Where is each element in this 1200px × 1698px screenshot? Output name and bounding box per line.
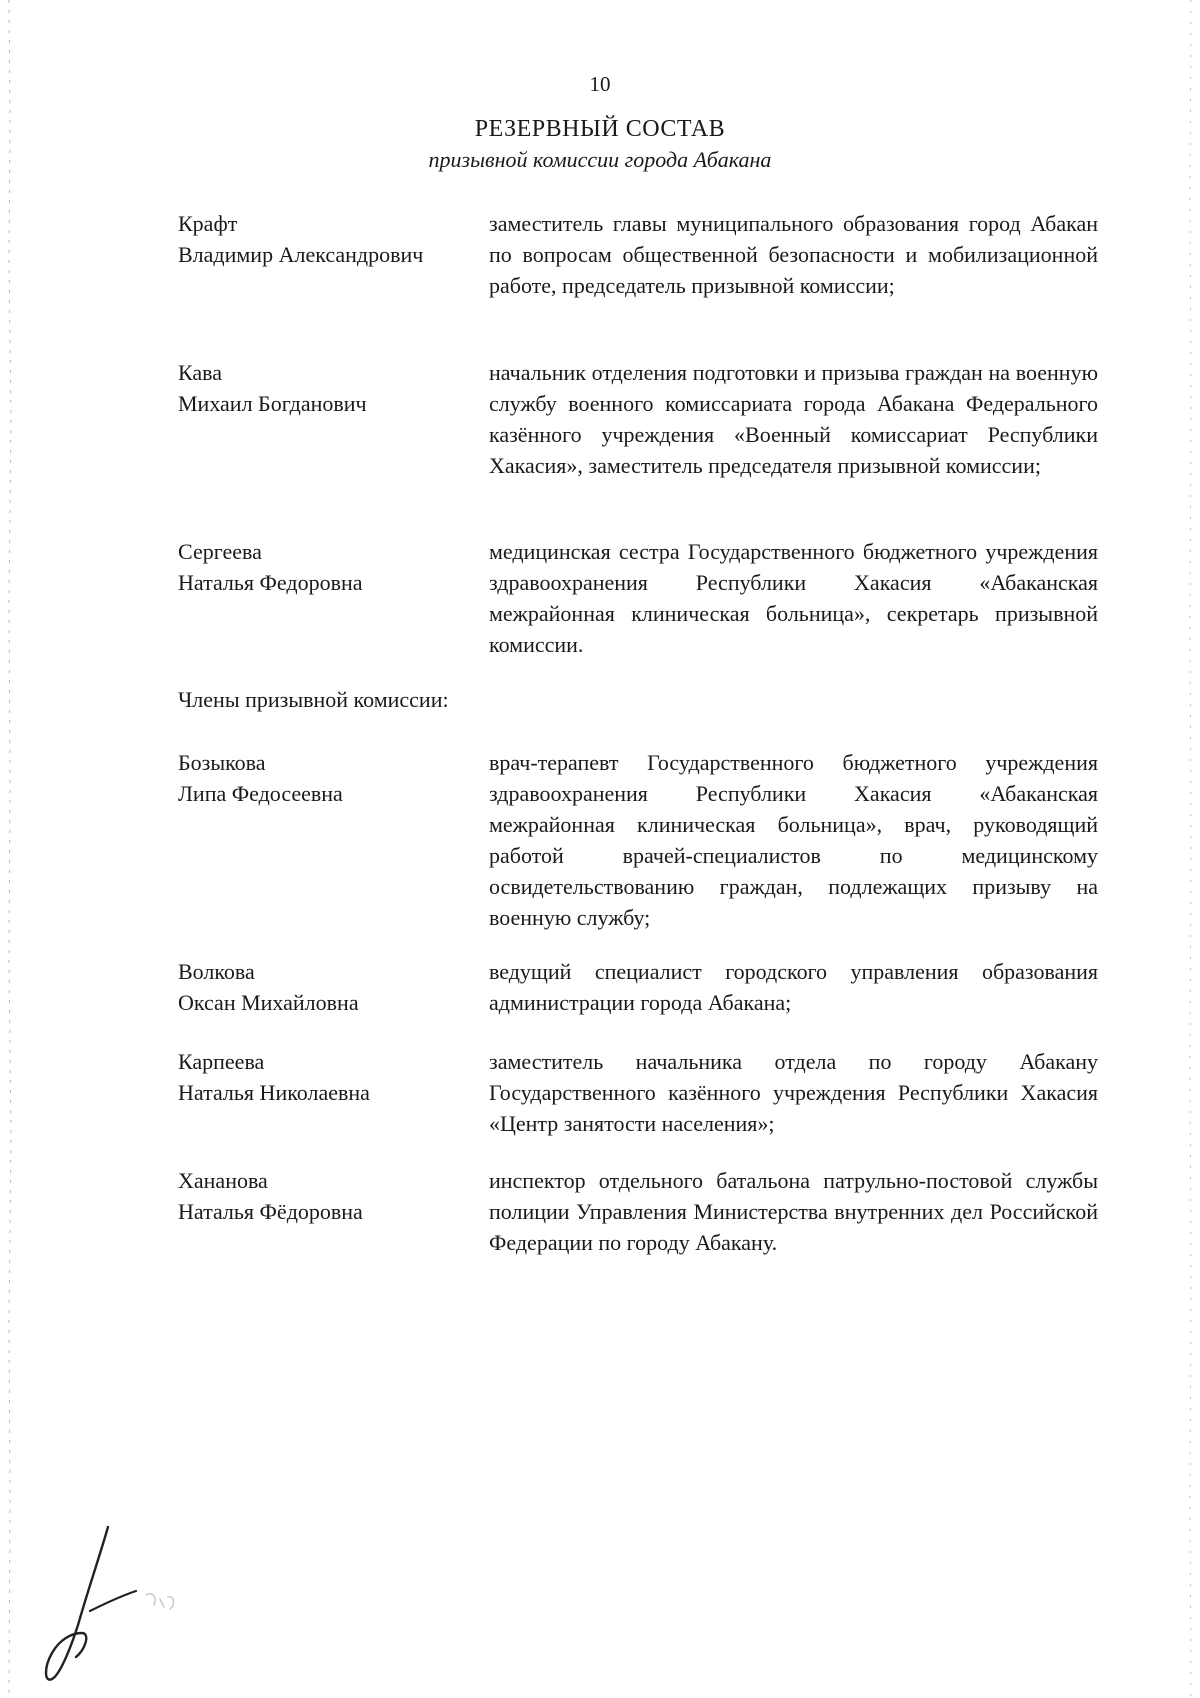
person-name <box>178 747 478 809</box>
document-title: РЕЗЕРВНЫЙ СОСТАВ <box>474 116 726 142</box>
person-surname: Хананова <box>178 1168 268 1193</box>
person-name <box>178 208 478 270</box>
person-name <box>178 1046 478 1108</box>
person-surname: Карпеева <box>178 1049 265 1074</box>
person-given-names: Наталья Федоровна <box>178 570 363 595</box>
person-role: заместитель начальника отдела по городу Абакану Государственного казённого учреждения Республики Хакасия «Центр занятости населения»; <box>489 1049 1098 1136</box>
members-heading: Члены призывной комиссии: <box>178 687 449 712</box>
document-subtitle: призывной комиссии города Абакана <box>428 147 772 172</box>
person-surname: Сергеева <box>178 539 262 564</box>
person-role: заместитель главы муниципального образования город Абакан по вопросам общественной безопасности и мобилизационной работе, председатель призывной комиссии; <box>489 211 1098 298</box>
person-surname: Крафт <box>178 211 238 236</box>
person-name <box>178 956 478 1018</box>
person-given-names: Оксан Михайловна <box>178 990 359 1015</box>
person-name <box>178 1165 478 1227</box>
person-given-names: Наталья Николаевна <box>178 1080 370 1105</box>
person-name <box>178 536 478 598</box>
person-given-names: Владимир Александрович <box>178 242 424 267</box>
person-surname: Бозыкова <box>178 750 266 775</box>
person-given-names: Липа Федосеевна <box>178 781 343 806</box>
person-given-names: Михаил Богданович <box>178 391 367 416</box>
handwritten-signature <box>38 1525 208 1685</box>
person-role: инспектор отдельного батальона патрульно-постовой службы полиции Управления Министерства внутренних дел Российской Федерации по городу Абакану. <box>489 1168 1098 1255</box>
person-role: медицинская сестра Государственного бюджетного учреждения здравоохранения Республики Хакасия «Абаканская межрайонная клиническая больница», секретарь призывной комиссии. <box>489 539 1098 657</box>
person-role: врач-терапевт Государственного бюджетного учреждения здравоохранения Республики Хакасия «Абаканская межрайонная клиническая больница», врач, руководящий работой врачей-специалистов по медицинскому освидетельствованию граждан, подлежащих призыву на военную службу; <box>489 750 1098 930</box>
person-role: ведущий специалист городского управления образования администрации города Абакана; <box>489 959 1098 1015</box>
person-name <box>178 357 478 419</box>
page-number: 10 <box>589 72 611 96</box>
scan-edge-left <box>0 0 22 1698</box>
person-surname: Кава <box>178 360 223 385</box>
person-given-names: Наталья Фёдоровна <box>178 1199 363 1224</box>
scan-edge-right <box>1178 0 1200 1698</box>
person-surname: Волкова <box>178 959 255 984</box>
person-role: начальник отделения подготовки и призыва граждан на военную службу военного комиссариата города Абакана Федерального казённого учреждения «Военный комиссариат Республики Хакасия», заместитель председателя призывной комиссии; <box>489 360 1098 478</box>
